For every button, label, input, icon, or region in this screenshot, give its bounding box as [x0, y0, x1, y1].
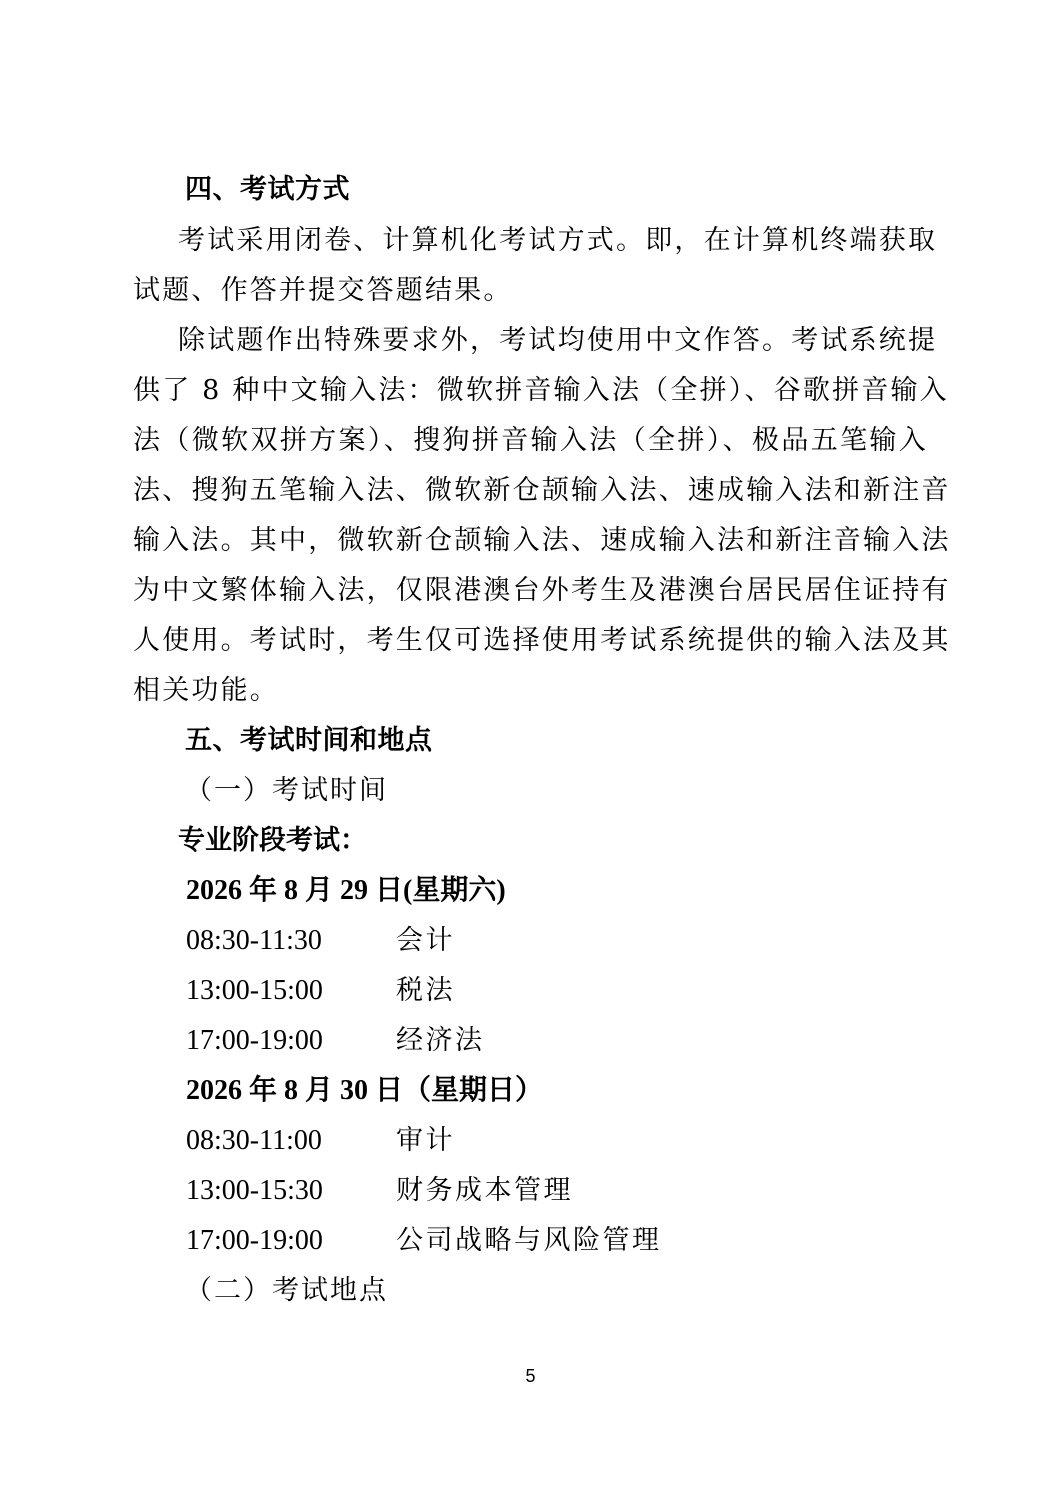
paragraph-line: 相关功能。: [133, 675, 279, 706]
session-subject: 经济法: [396, 1025, 485, 1056]
session-subject: 会计: [396, 925, 455, 956]
section-5-heading: 五、考试时间和地点: [185, 725, 433, 756]
paragraph-line: 除试题作出特殊要求外，考试均使用中文作答。考试系统提: [178, 325, 938, 356]
subsection-exam-location: （二）考试地点: [185, 1275, 388, 1306]
session-time: 08:30-11:30: [186, 925, 322, 956]
exam-date-1: 2026 年 8 月 29 日(星期六): [186, 875, 506, 906]
section-4-heading: 四、考试方式: [185, 174, 350, 205]
input-method-paragraph: [133, 316, 951, 716]
paragraph-line: 法（微软双拼方案）、搜狗拼音输入法（全拼）、极品五笔输入: [133, 425, 928, 456]
session-time: 13:00-15:00: [186, 975, 323, 1006]
session-time: 13:00-15:30: [186, 1175, 323, 1206]
session-subject: 财务成本管理: [396, 1175, 573, 1206]
session-subject: 审计: [396, 1125, 455, 1156]
exam-date-2: 2026 年 8 月 30 日（星期日）: [186, 1075, 544, 1106]
session-time: 17:00-19:00: [186, 1025, 323, 1056]
page-number: 5: [525, 1366, 536, 1386]
subsection-exam-time: （一）考试时间: [185, 775, 388, 806]
paragraph-line: 为中文繁体输入法，仅限港澳台外考生及港澳台居民居住证持有: [133, 575, 951, 606]
session-time: 08:30-11:00: [186, 1125, 322, 1156]
paragraph-line: 供了 8 种中文输入法：微软拼音输入法（全拼）、谷歌拼音输入: [133, 375, 949, 406]
paragraph-line: 人使用。考试时，考生仅可选择使用考试系统提供的输入法及其: [133, 625, 951, 656]
session-subject: 公司战略与风险管理: [396, 1225, 662, 1256]
paragraph-line: 法、搜狗五笔输入法、微软新仓颉输入法、速成输入法和新注音: [133, 475, 951, 506]
session-time: 17:00-19:00: [186, 1225, 323, 1256]
paragraph-line: 考试采用闭卷、计算机化考试方式。即，在计算机终端获取: [178, 225, 938, 256]
session-subject: 税法: [396, 975, 455, 1006]
paragraph-line: 试题、作答并提交答题结果。: [133, 275, 513, 306]
exam-method-paragraph: [133, 216, 938, 316]
paragraph-line: 输入法。其中，微软新仓颉输入法、速成输入法和新注音输入法: [133, 525, 951, 556]
stage-label: 专业阶段考试：: [178, 825, 367, 856]
